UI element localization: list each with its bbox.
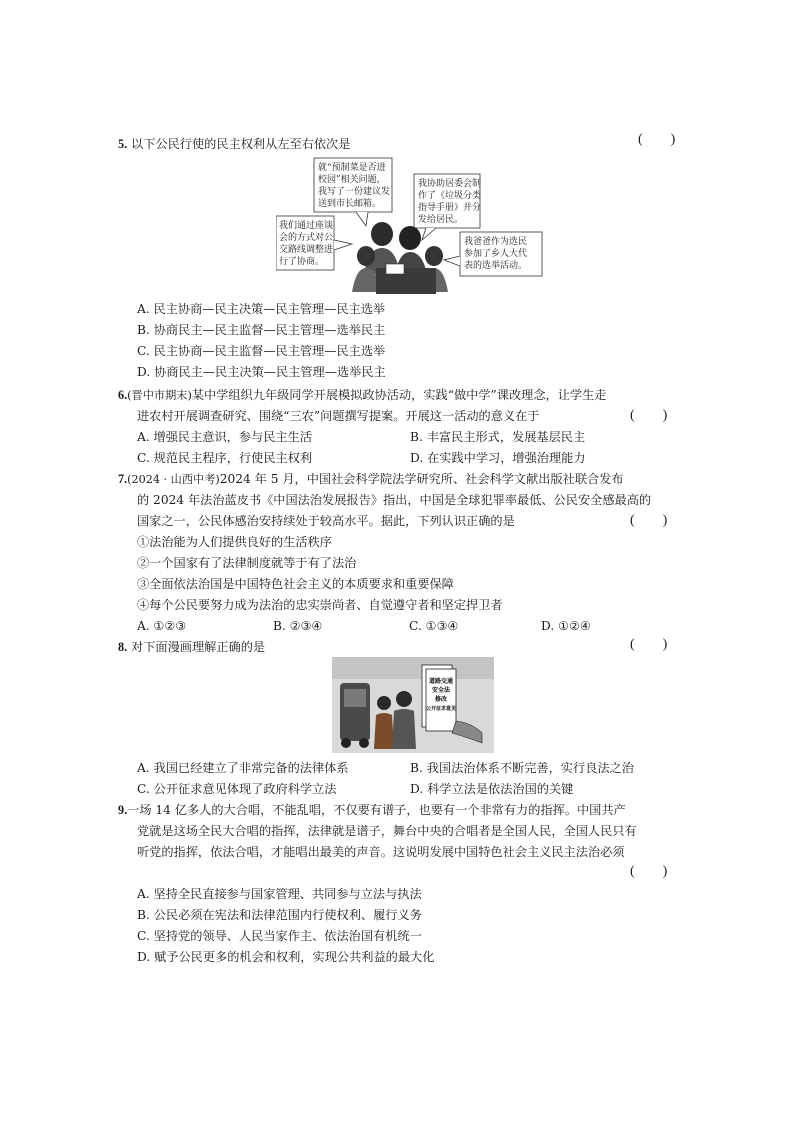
q5-answer-paren[interactable]: ( ) — [638, 132, 676, 147]
q9-stem-line1 — [118, 802, 626, 819]
speech-bubble-3 — [276, 216, 352, 270]
q8-option-a[interactable]: A. 我国已经建立了非常完备的法律体系 — [137, 761, 349, 775]
q9-option-d[interactable]: D. 赋予公民更多的机会和权利，实现公共利益的最大化 — [137, 950, 435, 964]
q5-option-a[interactable]: A. 民主协商—民主决策—民主管理—民主选举 — [137, 302, 386, 316]
q7-stem-line1 — [118, 471, 624, 488]
q7-answer-paren[interactable]: ( ) — [630, 513, 668, 528]
q8-cartoon — [332, 657, 494, 753]
q5-option-b[interactable]: B. 协商民主—民主监督—民主管理—选举民主 — [137, 323, 386, 337]
bubble3-line2: 会的方式对公 — [279, 233, 334, 243]
q5-option-c[interactable]: C. 民主协商—民主监督—民主管理—民主选举 — [137, 344, 386, 358]
q9-option-a[interactable]: A. 坚持全民直接参与国家管理、共同参与立法与执法 — [137, 887, 422, 901]
q7-stem-line3: 国家之一，公民体感治安持续处于较高水平。据此，下列认识正确的是 — [137, 514, 515, 528]
bubble1-line3: 我写了一份建议发 — [318, 187, 391, 197]
q7-source: (2024 · 山西中考) — [127, 473, 220, 486]
doc-line1: 道路交通 — [428, 678, 454, 685]
q7-stem-line2: 的 2024 年法治蓝皮书《中国法治发展报告》指出，中国是全球犯罪率最低、公民安全感最高的 — [137, 493, 652, 507]
q9-stem-part1: 一场 14 亿多人的大合唱，不能乱唱，不仅要有谱子，也要有一个非常有力的指挥。中国共产 — [127, 803, 626, 817]
q9-stem-line3: 听党的指挥，依法合唱，才能唱出最美的声音。这说明发展中国特色社会主义民主法治必须 — [137, 845, 625, 859]
q6-stem-part1: 某中学组织九年级同学开展模拟政协活动，实践“做中学”课改理念，让学生走 — [191, 388, 607, 402]
bubble2-line3: 指导手册》并分 — [418, 203, 482, 213]
q7-number: 7. — [118, 472, 128, 486]
bubble3-line4: 行了协商。 — [279, 257, 325, 267]
bubble4-line1: 我爸爸作为选民 — [464, 237, 528, 247]
q6-number: 6. — [118, 388, 128, 402]
people-drawing — [352, 222, 448, 294]
q8-stem: 对下面漫画理解正确的是 — [131, 640, 266, 654]
bubble4-line2: 参加了乡人大代 — [464, 249, 528, 259]
q9-option-b[interactable]: B. 公民必须在宪法和法律范围内行使权利、履行义务 — [137, 908, 422, 922]
q7-item-1: ①法治能为人们提供良好的生活秩序 — [137, 535, 332, 549]
doc-line4: 公开征求意见 — [425, 706, 457, 712]
bubble1-line1: 就“预制菜是否进 — [318, 163, 386, 173]
q7-item-3: ③全面依法治国是中国特色社会主义的本质要求和重要保障 — [137, 577, 454, 591]
bubble4-line3: 表的选举活动。 — [464, 261, 528, 271]
bubble1-line4: 送到市长邮箱。 — [318, 199, 382, 209]
bubble3-line1: 我们通过座谈 — [279, 221, 334, 231]
speech-bubble-2 — [414, 174, 481, 240]
q8-number: 8. — [118, 640, 128, 654]
q5-stem: 以下公民行使的民主权利从左至右依次是 — [131, 137, 351, 151]
q5-number: 5. — [118, 137, 128, 151]
q6-option-c[interactable]: C. 规范民主程序，行使民主权利 — [137, 451, 313, 465]
bubble1-line2: 校园”相关问题， — [318, 175, 386, 185]
q8-answer-paren[interactable]: ( ) — [630, 637, 668, 652]
q8-option-b[interactable]: B. 我国法治体系不断完善，实行良法之治 — [410, 761, 634, 775]
q6-stem-line2: 进农村开展调查研究、围绕“三农”问题撰写提案。开展这一活动的意义在于 — [137, 409, 540, 423]
q5-illustration — [276, 156, 550, 296]
bubble2-line2: 作了《垃圾分类 — [418, 191, 482, 201]
q5-option-d[interactable]: D. 协商民主—民主决策—民主管理—选举民主 — [137, 365, 386, 379]
bubble2-line4: 发给居民。 — [418, 215, 464, 225]
q8-stem-line — [118, 639, 265, 656]
q8-option-c[interactable]: C. 公开征求意见体现了政府科学立法 — [137, 782, 337, 796]
bubble3-line3: 交路线调整进 — [279, 245, 334, 255]
q7-option-a[interactable]: A. ①②③ — [137, 619, 187, 633]
q9-answer-paren[interactable]: ( ) — [630, 864, 668, 879]
q7-item-4: ④每个公民要努力成为法治的忠实崇尚者、自觉遵守者和坚定捍卫者 — [137, 598, 503, 612]
q7-option-d[interactable]: D. ①②④ — [541, 619, 591, 633]
doc-line3: 修改 — [434, 696, 448, 703]
q6-option-b[interactable]: B. 丰富民主形式，发展基层民主 — [410, 430, 586, 444]
q6-answer-paren[interactable]: ( ) — [630, 408, 668, 423]
q6-option-d[interactable]: D. 在实践中学习，增强治理能力 — [410, 451, 586, 465]
q5-stem-line — [118, 136, 350, 153]
car-drawing — [340, 683, 370, 748]
doc-line2: 安全法 — [431, 687, 451, 694]
q6-option-a[interactable]: A. 增强民主意识，参与民主生活 — [137, 430, 312, 444]
q6-stem-line1 — [118, 387, 606, 404]
bubble2-line1: 我协助居委会制 — [418, 179, 482, 189]
q9-number: 9. — [118, 803, 128, 817]
q7-stem-part1: 2024 年 5 月，中国社会科学院法学研究所、社会科学文献出版社联合发布 — [219, 472, 624, 486]
q7-item-2: ②一个国家有了法律制度就等于有了法治 — [137, 556, 357, 570]
q7-option-c[interactable]: C. ①③④ — [409, 619, 459, 633]
q9-option-c[interactable]: C. 坚持党的领导、人民当家作主、依法治国有机统一 — [137, 929, 422, 943]
q8-option-d[interactable]: D. 科学立法是依法治国的关键 — [410, 782, 574, 796]
q7-option-b[interactable]: B. ②③④ — [273, 619, 323, 633]
q6-source: (晋中市期末) — [127, 389, 192, 402]
q9-stem-line2: 党就是这场全民大合唱的指挥，法律就是谱子，舞台中央的合唱者是全国人民，全国人民只有 — [137, 824, 637, 838]
speech-bubble-4 — [444, 232, 542, 276]
